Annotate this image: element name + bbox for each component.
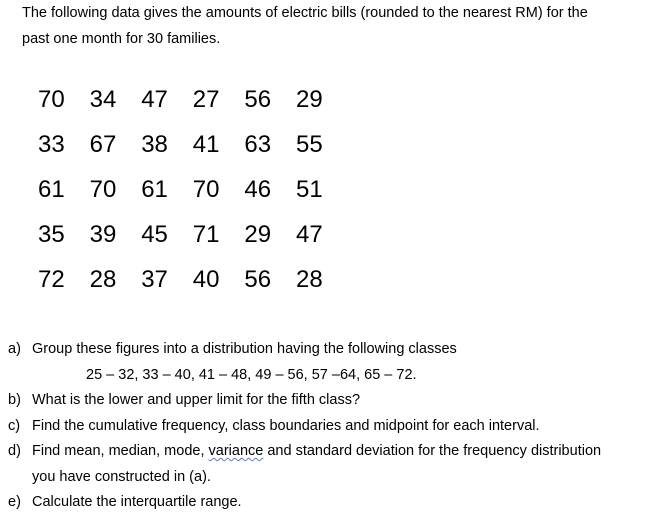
question-b <box>8 388 648 414</box>
question-e <box>8 490 648 516</box>
data-value: 70 <box>38 86 65 113</box>
data-value: 47 <box>295 221 323 248</box>
data-value: 41 <box>192 131 220 158</box>
data-value: 45 <box>141 221 168 248</box>
question-letter: a) <box>8 341 21 357</box>
question-text-continued: you have constructed in (a). <box>32 468 211 485</box>
data-value: 61 <box>141 176 168 203</box>
question-a <box>8 337 648 388</box>
data-value: 28 <box>295 266 323 293</box>
data-value: 46 <box>244 176 272 203</box>
data-value: 63 <box>244 131 272 158</box>
data-value: 56 <box>244 86 272 113</box>
intro-line-2: past one month for 30 families. <box>22 31 221 47</box>
data-value: 61 <box>38 176 65 203</box>
data-value: 37 <box>141 266 168 293</box>
data-grid <box>38 82 348 307</box>
data-value: 35 <box>38 221 65 248</box>
data-row <box>38 82 348 127</box>
question-text: Calculate the interquartile range. <box>32 494 242 510</box>
question-letter: d) <box>8 443 21 459</box>
data-row <box>38 217 348 262</box>
question-text: Group these figures into a distribution having the following classes <box>32 341 457 357</box>
question-letter: e) <box>8 494 21 510</box>
class-intervals: 25 – 32, 33 – 40, 41 – 48, 49 – 56, 57 –64, 65 – 72. <box>86 366 417 383</box>
question-text: Find the cumulative frequency, class boundaries and midpoint for each interval. <box>32 417 540 434</box>
data-value: 56 <box>244 266 272 293</box>
data-row <box>38 262 348 307</box>
question-text <box>32 439 648 465</box>
data-value: 40 <box>192 266 220 293</box>
data-value: 70 <box>192 176 220 203</box>
data-value: 38 <box>141 131 168 158</box>
data-value: 29 <box>244 221 272 248</box>
data-row <box>38 172 348 217</box>
question-letter: b) <box>8 392 21 408</box>
question-text-part: Find mean, median, mode, <box>32 443 209 459</box>
question-text-part: and standard deviation for the frequency distribution <box>263 443 602 459</box>
data-value: 33 <box>38 131 65 158</box>
data-value: 70 <box>89 176 117 203</box>
question-c <box>8 414 648 440</box>
data-value: 27 <box>192 86 220 113</box>
data-value: 47 <box>141 86 168 113</box>
data-value: 39 <box>89 221 117 248</box>
data-value: 71 <box>192 221 220 248</box>
problem-intro <box>22 0 622 52</box>
data-value: 51 <box>295 176 323 203</box>
data-value: 28 <box>89 266 117 293</box>
data-value: 72 <box>38 266 65 293</box>
data-value: 34 <box>89 86 117 113</box>
question-letter: c) <box>8 417 21 434</box>
data-value: 55 <box>295 131 323 158</box>
question-d <box>8 439 648 490</box>
intro-line-1: The following data gives the amounts of electric bills (rounded to the nearest RM) for the <box>22 5 588 21</box>
spellcheck-underlined-word: variance <box>208 443 264 459</box>
question-text: What is the lower and upper limit for the fifth class? <box>32 392 361 408</box>
data-row <box>38 127 348 172</box>
data-value: 67 <box>89 131 117 158</box>
question-list <box>8 337 648 516</box>
data-value: 29 <box>295 86 323 113</box>
